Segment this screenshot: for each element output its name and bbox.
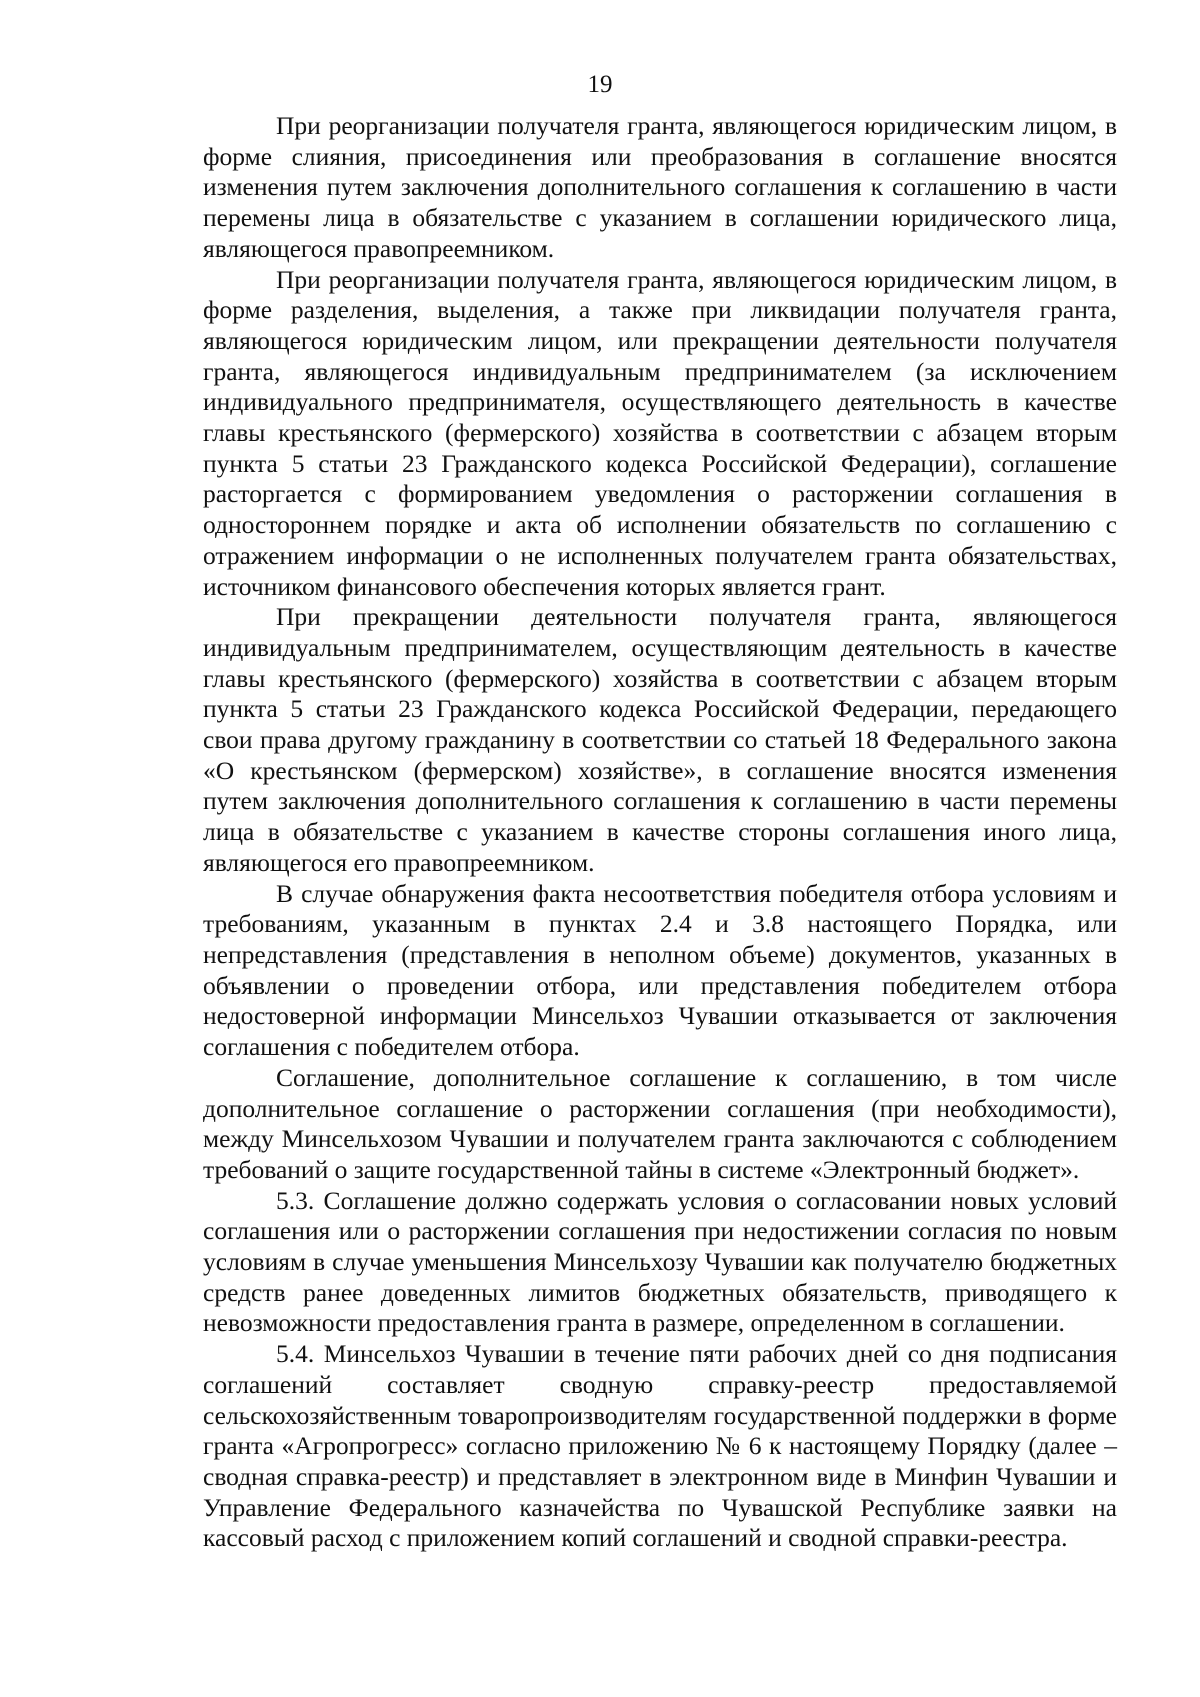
paragraph-clause-5-3: 5.3. Соглашение должно содержать условия о согласовании новых условий соглашения или о расторжении соглашения при недостижении согласия по новым условиям в случае уменьшения Минсельхозу Чувашии как получателю бюджетных средств ранее доведенных лимитов бюджетных обязательств, приводящего к невозможности предоставления гранта в размере, определенном в соглашении. (203, 1185, 1117, 1338)
paragraph-nonconformity: В случае обнаружения факта несоответствия победителя отбора условиям и требованиям, указанным в пунктах 2.4 и 3.8 настоящего Порядка, или непредставления (представления в неполном объеме) документов, указанных в объявлении о проведении отбора, или представления победителем отбора недостоверной информации Минсельхоз Чувашии отказывается от заключения соглашения с победителем отбора. (203, 878, 1117, 1062)
paragraph-entrepreneur-termination: При прекращении деятельности получателя гранта, являющегося индивидуальным предпринимателем, осуществляющим деятельность в качестве главы крестьянского (фермерского) хозяйства в соответствии с абзацем вторым пункта 5 статьи 23 Гражданского кодекса Российской Федерации, передающего свои права другому гражданину в соответствии со статьей 18 Федерального закона «О крестьянском (фермерском) хозяйстве», в соглашение вносятся изменения путем заключения дополнительного соглашения к соглашению в части перемены лица в обязательстве с указанием в качестве стороны соглашения иного лица, являющегося его правопреемником. (203, 602, 1117, 877)
paragraph-reorganization-division: При реорганизации получателя гранта, являющегося юридическим лицом, в форме разделения, выделения, а также при ликвидации получателя гранта, являющегося юридическим лицом, или прекращении деятельности получателя гранта, являющегося индивидуальным предпринимателем (за исключением индивидуального предпринимателя, осуществляющего деятельность в качестве главы крестьянского (фермерского) хозяйства в соответствии с абзацем вторым пункта 5 статьи 23 Гражданского кодекса Российской Федерации), соглашение расторгается с формированием уведомления о расторжении соглашения в одностороннем порядке и акта об исполнении обязательств по соглашению с отражением информации о не исполненных получателем гранта обязательствах, источником финансового обеспечения которых является грант. (203, 264, 1117, 601)
page-number: 19 (587, 71, 613, 98)
paragraph-clause-5-4: 5.4. Минсельхоз Чувашии в течение пяти рабочих дней со дня подписания соглашений составляет сводную справку-реестр предоставляемой сельскохозяйственным товаропроизводителям государственной поддержки в форме гранта «Агропрогресс» согласно приложению № 6 к настоящему Порядку (далее – сводная справка-реестр) и представляет в электронном виде в Минфин Чувашии и Управление Федерального казначейства по Чувашской Республике заявки на кассовый расход с приложением копий соглашений и сводной справки-реестра. (203, 1339, 1117, 1553)
paragraph-reorganization-merger: При реорганизации получателя гранта, являющегося юридическим лицом, в форме слияния, присоединения или преобразования в соглашение вносятся изменения путем заключения дополнительного соглашения к соглашению в части перемены лица в обязательстве с указанием в соглашении юридического лица, являющегося правопреемником. (203, 111, 1117, 263)
document-body (203, 111, 1117, 1554)
paragraph-electronic-budget: Соглашение, дополнительное соглашение к соглашению, в том числе дополнительное соглашение о расторжении соглашения (при необходимости), между Минсельхозом Чувашии и получателем гранта заключаются с соблюдением требований о защите государственной тайны в системе «Электронный бюджет». (203, 1062, 1117, 1184)
